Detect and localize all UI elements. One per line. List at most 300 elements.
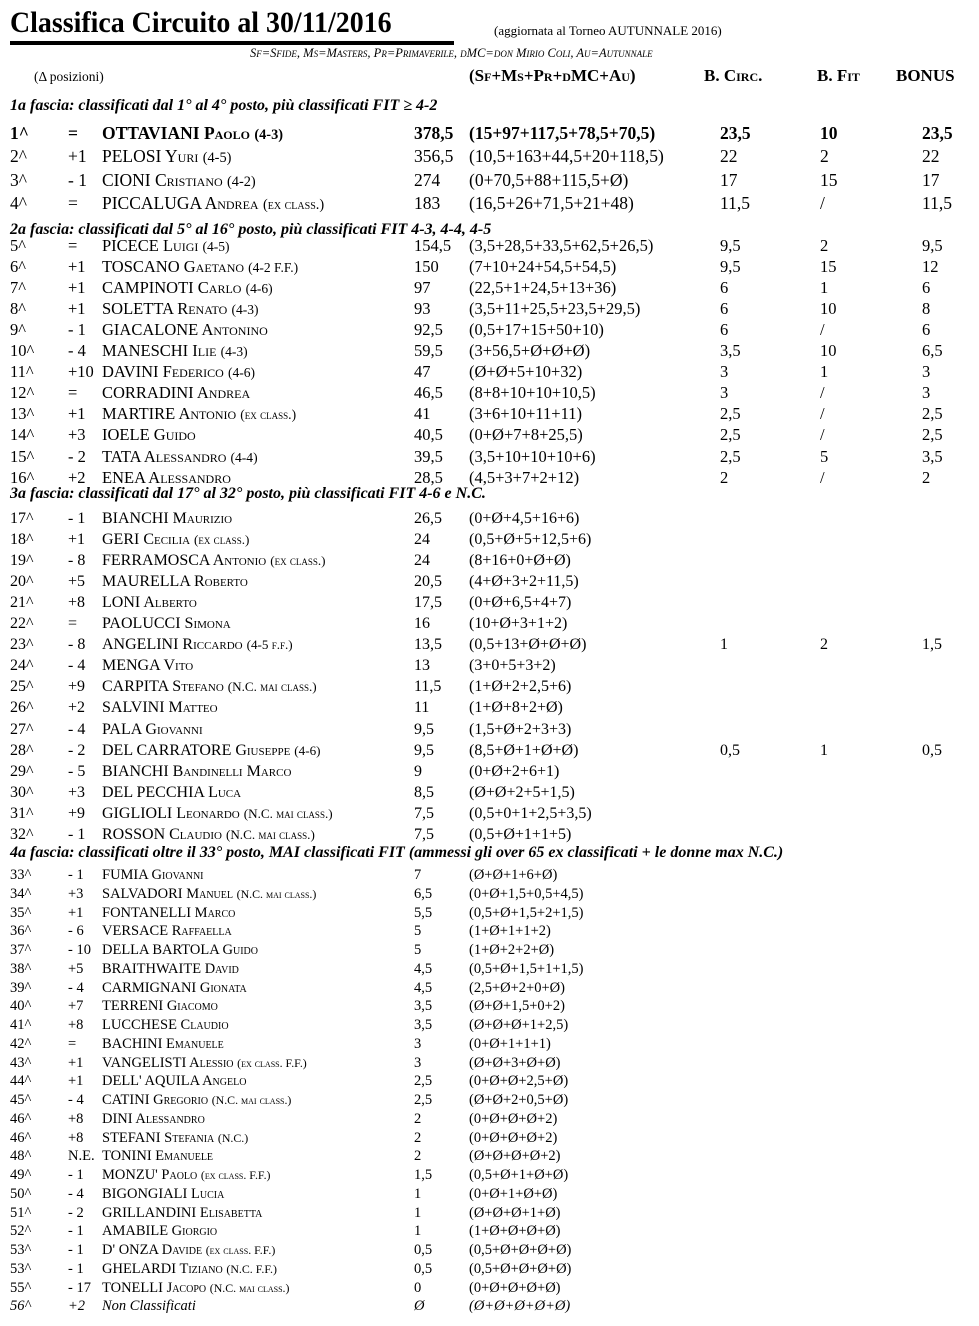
points-breakdown: (3+6+10+11+11): [469, 404, 582, 423]
player-classification: (4-6): [245, 281, 273, 296]
player-name: [102, 763, 291, 781]
table-row: [0, 998, 979, 1019]
player-name-text: SALVINI Matteo: [102, 699, 218, 716]
position-change: - 1: [68, 510, 86, 527]
bonus-circ-column-header: B. Circ.: [704, 66, 763, 85]
total-points: 4,5: [414, 961, 433, 977]
bonus-circ: 2: [720, 468, 729, 487]
delta-column-header: (Δ posizioni): [34, 69, 104, 84]
bonus-fit: /: [820, 425, 825, 444]
total-points: 97: [414, 278, 431, 297]
player-name-text: PICECE Luigi: [102, 236, 199, 255]
bonus-circ: 3: [720, 362, 729, 381]
points-breakdown: (0,5+Ø+Ø+Ø+Ø): [469, 1242, 572, 1258]
player-name-text: PALA Giovanni: [102, 721, 203, 738]
points-breakdown: (0,5+Ø+1,5+1+1,5): [469, 961, 584, 977]
position: 15^: [10, 447, 35, 466]
position-change: - 4: [68, 657, 86, 674]
table-row: [0, 257, 979, 278]
position-change: +9: [68, 678, 86, 695]
points-breakdown: (3,5+11+25,5+23,5+29,5): [469, 299, 641, 318]
player-classification: (ex class. F.F.): [205, 1243, 276, 1257]
total-points: 3,5: [414, 998, 433, 1014]
position: 1^: [10, 123, 29, 143]
position-change: - 4: [68, 341, 86, 360]
total-points: 11,5: [414, 678, 442, 695]
position-change: - 1: [68, 1167, 84, 1183]
points-breakdown: (0+Ø+4,5+16+6): [469, 510, 580, 527]
bonus: 3: [922, 362, 931, 381]
player-name-text: MARTIRE Antonio: [102, 404, 237, 423]
table-row: [0, 1242, 979, 1263]
total-points: 5,5: [414, 905, 433, 921]
position-change: +3: [68, 425, 86, 444]
total-points: 1: [414, 1223, 422, 1239]
points-breakdown: (3,5+28,5+33,5+62,5+26,5): [469, 236, 654, 255]
player-classification: (4-6): [227, 365, 255, 380]
total-points: 0: [414, 1280, 422, 1296]
player-name: [102, 867, 204, 884]
player-name: [102, 1167, 271, 1184]
total-points: 2,5: [414, 1073, 433, 1089]
player-name: [102, 552, 326, 570]
points-breakdown: (16,5+26+71,5+21+48): [469, 193, 634, 213]
player-name-text: TERRENI Giacomo: [102, 998, 218, 1014]
section-header: 4a fascia: classificati oltre il 33° posto, MAI classificati FIT (ammessi gli over 65 ex classificati + le donne max N.C.): [10, 844, 784, 861]
table-row: [0, 886, 979, 907]
points-breakdown: (15+97+117,5+78,5+70,5): [469, 123, 656, 143]
player-name: [102, 1130, 248, 1147]
position-change: +7: [68, 998, 84, 1014]
position-change: =: [68, 383, 78, 402]
total-points: 2: [414, 1130, 422, 1146]
bonus: 2: [922, 468, 931, 487]
player-name: [102, 805, 333, 823]
position: 8^: [10, 299, 26, 318]
table-row: [0, 383, 979, 404]
bonus-fit: 2: [820, 146, 829, 166]
position: 9^: [10, 320, 26, 339]
points-breakdown: (Ø+Ø+Ø+1+2,5): [469, 1017, 569, 1033]
total-points: 0,5: [414, 1242, 433, 1258]
player-classification: (4-3): [220, 344, 248, 359]
total-points: 7,5: [414, 826, 434, 843]
player-name-text: TOSCANO Gaetano: [102, 257, 245, 276]
points-breakdown: (1+Ø+2+2,5+6): [469, 678, 572, 695]
position: 41^: [10, 1017, 32, 1033]
total-points: 20,5: [414, 573, 442, 590]
table-row: [0, 763, 979, 784]
player-name: [102, 383, 250, 403]
player-name: [102, 341, 248, 361]
position-change: =: [68, 236, 78, 255]
player-classification: (N.C. mai class.): [209, 1281, 290, 1295]
points-breakdown: (0+Ø+Ø+Ø+Ø): [469, 1280, 561, 1296]
player-name: [102, 510, 232, 528]
player-name-text: OTTAVIANI Paolo: [102, 123, 250, 143]
points-breakdown: (0+Ø+1,5+0,5+4,5): [469, 886, 584, 902]
player-name-text: BRAITHWAITE David: [102, 961, 239, 977]
position: 19^: [10, 552, 34, 569]
player-classification: (N.C. mai class.): [227, 679, 317, 694]
points-breakdown: (Ø+Ø+3+Ø+Ø): [469, 1055, 561, 1071]
bonus-fit: 1: [820, 362, 829, 381]
total-points: 3: [414, 1036, 422, 1052]
position: 50^: [10, 1186, 32, 1202]
table-row: [0, 1092, 979, 1113]
position: 17^: [10, 510, 34, 527]
position: 52^: [10, 1223, 32, 1239]
table-row: [0, 923, 979, 944]
position: 29^: [10, 763, 34, 780]
points-breakdown: (0,5+0+1+2,5+3,5): [469, 805, 592, 822]
player-name-text: DAVINI Federico: [102, 362, 224, 381]
player-name-text: CORRADINI Andrea: [102, 383, 251, 402]
player-classification: (N.C. mai class.): [236, 887, 317, 901]
total-points: 1: [414, 1205, 422, 1221]
total-points: 46,5: [414, 383, 443, 402]
player-name-text: PELOSI Yuri: [102, 146, 199, 166]
total-points: 356,5: [414, 146, 454, 166]
table-row: [0, 573, 979, 594]
position: 20^: [10, 573, 34, 590]
total-points: 41: [414, 404, 431, 423]
player-classification: (4-4): [230, 450, 258, 465]
table-row: [0, 1261, 979, 1282]
player-name: [102, 146, 231, 167]
bonus: 12: [922, 257, 939, 276]
points-breakdown: (3,5+10+10+10+6): [469, 447, 596, 466]
points-breakdown: (3+56,5+Ø+Ø+Ø): [469, 341, 591, 360]
table-row: [0, 1148, 979, 1169]
bonus-circ: 3,5: [720, 341, 741, 360]
bonus: 2,5: [922, 404, 943, 423]
total-points: 13: [414, 657, 430, 674]
player-name: [102, 573, 248, 591]
bonus-circ: 23,5: [720, 123, 751, 143]
points-breakdown: (0+70,5+88+115,5+Ø): [469, 170, 629, 190]
player-classification: (ex class. F.F.): [200, 1168, 271, 1182]
total-points: 8,5: [414, 784, 434, 801]
points-breakdown: (1,5+Ø+2+3+3): [469, 721, 572, 738]
player-name: [102, 1055, 307, 1072]
player-name-text: GERI Cecilia: [102, 531, 191, 548]
table-row: [0, 1167, 979, 1188]
position-change: - 4: [68, 980, 84, 996]
position-change: +1: [68, 1073, 84, 1089]
total-points: 2,5: [414, 1092, 433, 1108]
position-change: +1: [68, 278, 86, 297]
position: 5^: [10, 236, 26, 255]
position: 38^: [10, 961, 32, 977]
player-name: [102, 1092, 291, 1109]
points-breakdown: (Ø+Ø+Ø+Ø+Ø): [469, 1298, 571, 1314]
player-name-text: FUMIA Giovanni: [102, 867, 204, 883]
table-row: [0, 784, 979, 805]
position-change: +2: [68, 468, 86, 487]
position-change: +1: [68, 146, 87, 166]
total-points: 11: [414, 699, 430, 716]
player-name: [102, 404, 296, 424]
position: 42^: [10, 1036, 32, 1052]
total-points: 5: [414, 942, 422, 958]
bonus-circ: 2,5: [720, 425, 741, 444]
player-name-text: DEL PECCHIA Luca: [102, 784, 242, 801]
bonus: 0,5: [922, 742, 942, 759]
bonus: 11,5: [922, 193, 952, 213]
table-row: [0, 1111, 979, 1132]
player-name: [102, 615, 231, 633]
points-breakdown: (10+Ø+3+1+2): [469, 615, 568, 632]
player-name: [102, 1186, 224, 1203]
player-name: [102, 923, 232, 940]
position: 53^: [10, 1242, 32, 1258]
player-name-text: CIONI Cristiano: [102, 170, 223, 190]
points-breakdown: (Ø+Ø+Ø+1+Ø): [469, 1205, 561, 1221]
bonus-circ: 17: [720, 170, 738, 190]
player-classification: (N.C.): [217, 1131, 249, 1145]
player-name-text: STEFANI Stefania: [102, 1130, 215, 1146]
player-name-text: ROSSON Claudio: [102, 826, 222, 843]
position-change: =: [68, 193, 78, 213]
table-row: [0, 552, 979, 573]
position-change: =: [68, 123, 78, 143]
player-name: [102, 636, 293, 654]
table-row: [0, 615, 979, 636]
player-name-text: D' ONZA Davide: [102, 1242, 203, 1258]
position-change: +1: [68, 257, 86, 276]
position-change: +1: [68, 1055, 84, 1071]
points-breakdown: (0,5+Ø+1+Ø+Ø): [469, 1167, 569, 1183]
total-points: 16: [414, 615, 430, 632]
bonus: 6: [922, 320, 931, 339]
table-row: [0, 404, 979, 425]
position: 55^: [10, 1280, 32, 1296]
player-name: [102, 594, 197, 612]
position: 12^: [10, 383, 35, 402]
player-classification: (N.C. mai class.): [243, 806, 333, 821]
position: 28^: [10, 742, 34, 759]
total-points: 92,5: [414, 320, 443, 339]
position-change: +8: [68, 1017, 84, 1033]
points-breakdown: (1+Ø+Ø+Ø+Ø): [469, 1223, 561, 1239]
position: 11^: [10, 362, 34, 381]
table-row: [0, 1223, 979, 1244]
player-name-text: MENGA Vito: [102, 657, 194, 674]
table-row: [0, 1186, 979, 1207]
points-breakdown: (Ø+Ø+5+10+32): [469, 362, 583, 381]
position: 22^: [10, 615, 34, 632]
points-breakdown: (0+Ø+6,5+4+7): [469, 594, 572, 611]
player-name: [102, 425, 196, 445]
player-name: [102, 447, 258, 467]
detail-column-header: (Sf+Ms+Pr+dMC+Au): [469, 66, 636, 85]
bonus-circ: 2,5: [720, 404, 741, 423]
position-change: - 1: [68, 320, 86, 339]
player-name: [102, 1017, 229, 1034]
player-classification: (ex class.): [240, 407, 297, 422]
total-points: 7,5: [414, 805, 434, 822]
player-classification: (N.C. F.F.): [226, 1262, 277, 1276]
total-points: 5: [414, 923, 422, 939]
player-classification: (N.C. mai class.): [211, 1093, 292, 1107]
points-breakdown: (Ø+Ø+2+5+1,5): [469, 784, 575, 801]
player-name-text: GHELARDI Tiziano: [102, 1261, 223, 1277]
player-name-text: GRILLANDINI Elisabetta: [102, 1205, 263, 1221]
table-row: [0, 278, 979, 299]
bonus-fit: 1: [820, 742, 828, 759]
player-name: [102, 531, 249, 549]
player-name-text: BIGONGIALI Lucia: [102, 1186, 225, 1202]
player-classification: (ex class.): [194, 532, 250, 547]
points-breakdown: (Ø+Ø+1,5+0+2): [469, 998, 565, 1014]
position: 37^: [10, 942, 32, 958]
points-breakdown: (2,5+Ø+2+0+Ø): [469, 980, 565, 996]
bonus-circ: 3: [720, 383, 729, 402]
points-breakdown: (Ø+Ø+1+6+Ø): [469, 867, 558, 883]
total-points: 183: [414, 193, 441, 213]
bonus: 23,5: [922, 123, 953, 143]
position-change: - 1: [68, 826, 86, 843]
position: 35^: [10, 905, 32, 921]
section-header: 1a fascia: classificati dal 1° al 4° posto, più classificati FIT ≥ 4-2: [10, 97, 438, 114]
bonus: 6: [922, 278, 931, 297]
table-row: [0, 1017, 979, 1038]
player-name-text: PAOLUCCI Simona: [102, 615, 231, 632]
points-breakdown: (0+Ø+1+1+1): [469, 1036, 551, 1052]
total-points: 3,5: [414, 1017, 433, 1033]
points-breakdown: (0,5+Ø+1+1+5): [469, 826, 572, 843]
position: 24^: [10, 657, 34, 674]
position-change: +8: [68, 1111, 84, 1127]
table-row: [0, 636, 979, 657]
total-points: 154,5: [414, 236, 452, 255]
player-name-text: IOELE Guido: [102, 425, 196, 444]
table-row: [0, 678, 979, 699]
bonus-circ: 6: [720, 278, 729, 297]
table-row: [0, 742, 979, 763]
position: 44^: [10, 1073, 32, 1089]
player-name-text: TATA Alessandro: [102, 447, 227, 466]
points-breakdown: (10,5+163+44,5+20+118,5): [469, 146, 664, 166]
points-breakdown: (0+Ø+Ø+Ø+2): [469, 1111, 558, 1127]
total-points: 40,5: [414, 425, 443, 444]
bonus-fit: 10: [820, 123, 838, 143]
total-points: 2: [414, 1148, 422, 1164]
position: 18^: [10, 531, 34, 548]
position-change: +8: [68, 1130, 84, 1146]
bonus-fit: /: [820, 404, 825, 423]
points-breakdown: (0,5+13+Ø+Ø+Ø): [469, 636, 587, 653]
player-name: [102, 1111, 205, 1128]
table-row: [0, 146, 979, 167]
player-name-text: ENEA Alessandro: [102, 468, 231, 487]
position: 14^: [10, 425, 35, 444]
position-change: +5: [68, 961, 84, 977]
points-breakdown: (0,5+Ø+Ø+Ø+Ø): [469, 1261, 572, 1277]
total-points: 13,5: [414, 636, 442, 653]
player-name: [102, 1073, 246, 1090]
points-breakdown: (8+16+0+Ø+Ø): [469, 552, 571, 569]
points-breakdown: (1+Ø+2+2+Ø): [469, 942, 555, 958]
player-name-text: VANGELISTI Alessio: [102, 1055, 234, 1071]
position: 16^: [10, 468, 35, 487]
position-change: +1: [68, 905, 84, 921]
position-change: - 17: [68, 1280, 91, 1296]
player-name: [102, 742, 321, 760]
total-points: Ø: [414, 1298, 425, 1314]
table-row: [0, 425, 979, 446]
position-change: +1: [68, 531, 86, 548]
player-name: [102, 299, 259, 319]
bonus-circ: 22: [720, 146, 738, 166]
table-row: [0, 594, 979, 615]
player-name-text: FERRAMOSCA Antonio: [102, 552, 267, 569]
position-change: - 5: [68, 763, 86, 780]
total-points: 59,5: [414, 341, 443, 360]
bonus-fit: 2: [820, 636, 828, 653]
table-row: [0, 170, 979, 191]
table-row: [0, 447, 979, 468]
position-change: - 6: [68, 923, 84, 939]
player-classification: (ex class.): [270, 553, 326, 568]
position-change: - 8: [68, 636, 86, 653]
player-name-text: LONI Alberto: [102, 594, 197, 611]
position: 7^: [10, 278, 26, 297]
player-name: [102, 193, 324, 214]
player-classification: (4-6): [294, 743, 321, 758]
position-change: +3: [68, 784, 86, 801]
table-row: [0, 193, 979, 214]
table-row: [0, 657, 979, 678]
position-change: - 1: [68, 867, 84, 883]
bonus-circ: 9,5: [720, 257, 741, 276]
player-name: [102, 1242, 275, 1259]
bonus-circ: 11,5: [720, 193, 750, 213]
bonus-column-header: BONUS: [896, 66, 955, 85]
position-change: +2: [68, 1298, 86, 1314]
player-name-text: CARMIGNANI Gionata: [102, 980, 247, 996]
table-row: [0, 721, 979, 742]
position: 26^: [10, 699, 34, 716]
player-name: [102, 257, 298, 277]
position: 4^: [10, 193, 27, 213]
total-points: 1: [414, 1186, 422, 1202]
position: 51^: [10, 1205, 32, 1221]
position-change: - 8: [68, 552, 86, 569]
position: 21^: [10, 594, 34, 611]
player-name: [102, 1261, 277, 1278]
player-name: [102, 886, 316, 903]
total-points: 26,5: [414, 510, 442, 527]
total-points: 6,5: [414, 886, 433, 902]
bonus-circ: 0,5: [720, 742, 740, 759]
player-name-text: CARPITA Stefano: [102, 678, 224, 695]
total-points: 47: [414, 362, 431, 381]
player-name-text: GIGLIOLI Leonardo: [102, 805, 240, 822]
bonus: 1,5: [922, 636, 942, 653]
position: 6^: [10, 257, 26, 276]
player-name-text: VERSACE Raffaella: [102, 923, 232, 939]
points-breakdown: (4+Ø+3+2+11,5): [469, 573, 579, 590]
player-name-text: SALVADORI Manuel: [102, 886, 233, 902]
position-change: - 2: [68, 447, 86, 466]
player-name-text: TONELLI Jacopo: [102, 1280, 207, 1296]
points-breakdown: (0,5+Ø+1,5+2+1,5): [469, 905, 584, 921]
table-row: [0, 531, 979, 552]
position-change: +2: [68, 699, 86, 716]
player-name-text: LUCCHESE Claudio: [102, 1017, 229, 1033]
